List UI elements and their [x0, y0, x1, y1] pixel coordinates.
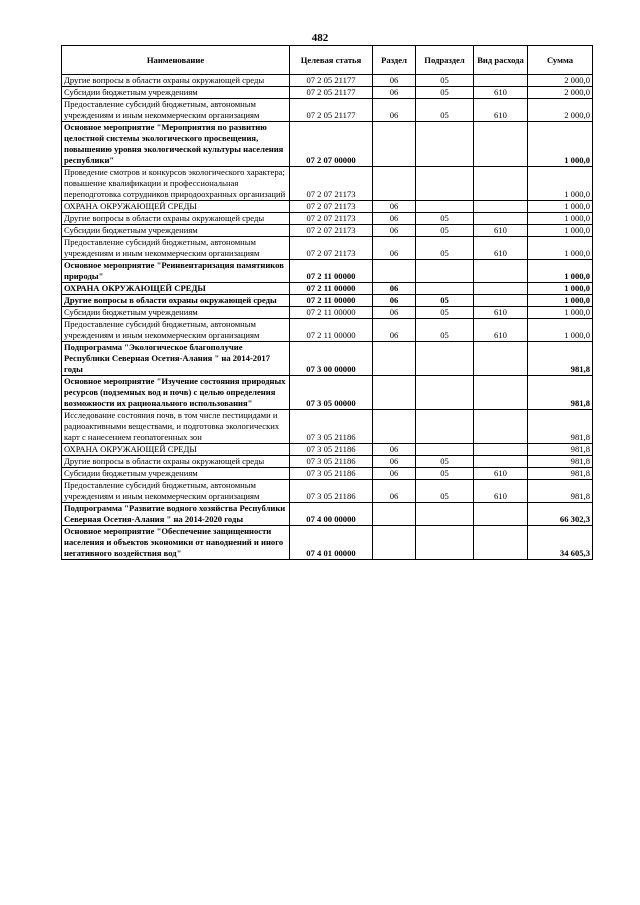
row-name-cell: Подпрограмма "Развитие водного хозяйства Республики Северная Осетия-Алания " на 2014-2020 годы — [62, 503, 290, 526]
table-row — [62, 201, 593, 213]
row-subsection-cell — [416, 260, 474, 283]
row-code-cell: 07 2 11 00000 — [290, 295, 373, 307]
row-name-cell: Субсидии бюджетным учреждениям — [62, 225, 290, 237]
row-code-cell: 07 2 11 00000 — [290, 260, 373, 283]
row-name-cell: Основное мероприятие "Обеспечение защищенности населения и объектов экономики от наводнений и иного негативного воздействия вод" — [62, 526, 290, 560]
table-row — [62, 480, 593, 503]
row-subsection-cell — [416, 283, 474, 295]
row-section-cell: 06 — [373, 295, 416, 307]
header-code: Целевая статья — [290, 46, 373, 75]
row-sum-cell: 34 605,3 — [528, 526, 593, 560]
row-name-cell: Предоставление субсидий бюджетным, автономным учреждениям и иным некоммерческим организациям — [62, 480, 290, 503]
header-subsection: Подраздел — [416, 46, 474, 75]
row-subsection-cell: 05 — [416, 468, 474, 480]
table-row — [62, 526, 593, 560]
row-expense-type-cell: 610 — [474, 480, 528, 503]
row-expense-type-cell — [474, 295, 528, 307]
row-name-cell: Предоставление субсидий бюджетным, автономным учреждениям и иным некоммерческим организациям — [62, 237, 290, 260]
row-subsection-cell: 05 — [416, 456, 474, 468]
table-row — [62, 319, 593, 342]
row-subsection-cell: 05 — [416, 319, 474, 342]
row-sum-cell: 981,8 — [528, 480, 593, 503]
row-sum-cell: 981,8 — [528, 468, 593, 480]
row-subsection-cell: 05 — [416, 213, 474, 225]
table-header-row — [62, 46, 593, 75]
table-row — [62, 295, 593, 307]
row-subsection-cell: 05 — [416, 480, 474, 503]
row-expense-type-cell: 610 — [474, 468, 528, 480]
table-row — [62, 237, 593, 260]
row-section-cell — [373, 260, 416, 283]
row-sum-cell: 1 000,0 — [528, 225, 593, 237]
row-section-cell: 06 — [373, 319, 416, 342]
row-section-cell — [373, 167, 416, 201]
header-expense-type: Вид расхода — [474, 46, 528, 75]
row-sum-cell: 1 000,0 — [528, 283, 593, 295]
row-name-cell: Основное мероприятие "Реинвентаризация памятников природы" — [62, 260, 290, 283]
table-row — [62, 456, 593, 468]
row-code-cell: 07 3 05 21186 — [290, 456, 373, 468]
table-row — [62, 342, 593, 376]
row-name-cell: Подпрограмма "Экологическое благополучие Республики Северная Осетия-Алания " на 2014-2017 годы — [62, 342, 290, 376]
header-sum: Сумма — [528, 46, 593, 75]
row-sum-cell: 1 000,0 — [528, 201, 593, 213]
row-section-cell: 06 — [373, 480, 416, 503]
row-section-cell: 06 — [373, 99, 416, 122]
table-row — [62, 283, 593, 295]
row-subsection-cell: 05 — [416, 307, 474, 319]
table-row — [62, 75, 593, 87]
row-expense-type-cell: 610 — [474, 319, 528, 342]
table-row — [62, 260, 593, 283]
row-name-cell: Предоставление субсидий бюджетным, автономным учреждениям и иным некоммерческим организациям — [62, 99, 290, 122]
row-subsection-cell — [416, 201, 474, 213]
row-expense-type-cell — [474, 167, 528, 201]
row-section-cell: 06 — [373, 213, 416, 225]
row-code-cell: 07 3 00 00000 — [290, 342, 373, 376]
row-section-cell — [373, 376, 416, 410]
header-name: Наименование — [62, 46, 290, 75]
row-name-cell: Основное мероприятие "Изучение состояния природных ресурсов (подземных вод и почв) с целью определения возможности их рационального использования" — [62, 376, 290, 410]
row-expense-type-cell — [474, 260, 528, 283]
row-expense-type-cell — [474, 456, 528, 468]
row-name-cell: Субсидии бюджетным учреждениям — [62, 87, 290, 99]
row-name-cell: Исследование состояния почв, в том числе пестицидами и радиоактивными веществами, и подготовка экологических карт с нанесением геопатогенных зон — [62, 410, 290, 444]
row-sum-cell: 1 000,0 — [528, 260, 593, 283]
row-code-cell: 07 2 07 21173 — [290, 225, 373, 237]
row-name-cell: Другие вопросы в области охраны окружающей среды — [62, 456, 290, 468]
row-subsection-cell — [416, 376, 474, 410]
row-code-cell: 07 3 05 21186 — [290, 410, 373, 444]
row-section-cell — [373, 503, 416, 526]
row-subsection-cell — [416, 526, 474, 560]
budget-table — [61, 45, 593, 560]
row-section-cell — [373, 342, 416, 376]
row-subsection-cell — [416, 167, 474, 201]
row-sum-cell: 2 000,0 — [528, 75, 593, 87]
row-expense-type-cell — [474, 342, 528, 376]
table-row — [62, 468, 593, 480]
row-code-cell: 07 2 11 00000 — [290, 307, 373, 319]
row-code-cell: 07 3 05 21186 — [290, 444, 373, 456]
row-sum-cell: 981,8 — [528, 444, 593, 456]
row-subsection-cell: 05 — [416, 75, 474, 87]
table-row — [62, 410, 593, 444]
row-expense-type-cell: 610 — [474, 237, 528, 260]
row-subsection-cell — [416, 503, 474, 526]
row-name-cell: Предоставление субсидий бюджетным, автономным учреждениям и иным некоммерческим организациям — [62, 319, 290, 342]
row-code-cell: 07 3 05 21186 — [290, 468, 373, 480]
row-expense-type-cell — [474, 526, 528, 560]
row-subsection-cell — [416, 342, 474, 376]
row-subsection-cell: 05 — [416, 99, 474, 122]
row-sum-cell: 2 000,0 — [528, 87, 593, 99]
row-section-cell: 06 — [373, 87, 416, 99]
row-sum-cell: 66 302,3 — [528, 503, 593, 526]
row-subsection-cell — [416, 444, 474, 456]
row-code-cell: 07 2 05 21177 — [290, 99, 373, 122]
row-name-cell: Другие вопросы в области охраны окружающей среды — [62, 75, 290, 87]
row-expense-type-cell: 610 — [474, 99, 528, 122]
row-subsection-cell — [416, 122, 474, 167]
row-sum-cell: 1 000,0 — [528, 167, 593, 201]
row-sum-cell: 1 000,0 — [528, 295, 593, 307]
row-code-cell: 07 2 07 21173 — [290, 213, 373, 225]
table-body — [62, 75, 593, 560]
row-expense-type-cell: 610 — [474, 307, 528, 319]
table-row — [62, 503, 593, 526]
row-code-cell: 07 2 07 21173 — [290, 167, 373, 201]
row-code-cell: 07 4 01 00000 — [290, 526, 373, 560]
row-sum-cell: 2 000,0 — [528, 99, 593, 122]
table-row — [62, 213, 593, 225]
table-row — [62, 87, 593, 99]
table-row — [62, 307, 593, 319]
row-section-cell — [373, 122, 416, 167]
row-expense-type-cell: 610 — [474, 87, 528, 99]
row-subsection-cell: 05 — [416, 225, 474, 237]
table-row — [62, 444, 593, 456]
row-code-cell: 07 2 05 21177 — [290, 75, 373, 87]
header-section: Раздел — [373, 46, 416, 75]
row-sum-cell: 981,8 — [528, 410, 593, 444]
row-name-cell: ОХРАНА ОКРУЖАЮЩЕЙ СРЕДЫ — [62, 201, 290, 213]
row-code-cell: 07 2 07 21173 — [290, 237, 373, 260]
row-section-cell: 06 — [373, 444, 416, 456]
row-name-cell: Субсидии бюджетным учреждениям — [62, 307, 290, 319]
row-expense-type-cell — [474, 283, 528, 295]
row-name-cell: ОХРАНА ОКРУЖАЮЩЕЙ СРЕДЫ — [62, 444, 290, 456]
row-subsection-cell — [416, 410, 474, 444]
row-name-cell: Проведение смотров и конкурсов экологического характера; повышение квалификации и профессиональная переподготовка сотрудников природоохранных организаций — [62, 167, 290, 201]
row-name-cell: Другие вопросы в области охраны окружающей среды — [62, 213, 290, 225]
row-expense-type-cell — [474, 213, 528, 225]
table-row — [62, 167, 593, 201]
row-code-cell: 07 3 05 00000 — [290, 376, 373, 410]
row-subsection-cell: 05 — [416, 295, 474, 307]
row-code-cell: 07 2 11 00000 — [290, 283, 373, 295]
table-row — [62, 225, 593, 237]
page-number: 482 — [311, 32, 329, 44]
row-expense-type-cell — [474, 201, 528, 213]
row-expense-type-cell — [474, 122, 528, 167]
row-name-cell: Субсидии бюджетным учреждениям — [62, 468, 290, 480]
row-section-cell: 06 — [373, 283, 416, 295]
row-sum-cell: 1 000,0 — [528, 307, 593, 319]
row-sum-cell: 1 000,0 — [528, 319, 593, 342]
row-name-cell: ОХРАНА ОКРУЖАЮЩЕЙ СРЕДЫ — [62, 283, 290, 295]
table-row — [62, 376, 593, 410]
row-code-cell: 07 4 00 00000 — [290, 503, 373, 526]
row-sum-cell: 1 000,0 — [528, 213, 593, 225]
row-expense-type-cell: 610 — [474, 225, 528, 237]
row-code-cell: 07 2 07 00000 — [290, 122, 373, 167]
row-name-cell: Основное мероприятие "Мероприятия по развитию целостной системы экологического просвещения, повышению уровня экологической культуры населения республики" — [62, 122, 290, 167]
row-code-cell: 07 2 05 21177 — [290, 87, 373, 99]
row-subsection-cell: 05 — [416, 237, 474, 260]
row-section-cell — [373, 526, 416, 560]
row-section-cell: 06 — [373, 237, 416, 260]
row-sum-cell: 981,8 — [528, 342, 593, 376]
row-expense-type-cell — [474, 444, 528, 456]
row-section-cell: 06 — [373, 201, 416, 213]
row-code-cell: 07 3 05 21186 — [290, 480, 373, 503]
row-section-cell: 06 — [373, 456, 416, 468]
table-row — [62, 122, 593, 167]
row-sum-cell: 981,8 — [528, 456, 593, 468]
table-row — [62, 99, 593, 122]
row-section-cell: 06 — [373, 307, 416, 319]
row-section-cell: 06 — [373, 468, 416, 480]
row-sum-cell: 981,8 — [528, 376, 593, 410]
row-code-cell: 07 2 11 00000 — [290, 319, 373, 342]
row-subsection-cell: 05 — [416, 87, 474, 99]
row-code-cell: 07 2 07 21173 — [290, 201, 373, 213]
row-name-cell: Другие вопросы в области охраны окружающей среды — [62, 295, 290, 307]
row-section-cell: 06 — [373, 225, 416, 237]
row-section-cell — [373, 410, 416, 444]
row-section-cell: 06 — [373, 75, 416, 87]
row-expense-type-cell — [474, 376, 528, 410]
row-expense-type-cell — [474, 503, 528, 526]
row-sum-cell: 1 000,0 — [528, 237, 593, 260]
row-sum-cell: 1 000,0 — [528, 122, 593, 167]
row-expense-type-cell — [474, 410, 528, 444]
row-expense-type-cell — [474, 75, 528, 87]
